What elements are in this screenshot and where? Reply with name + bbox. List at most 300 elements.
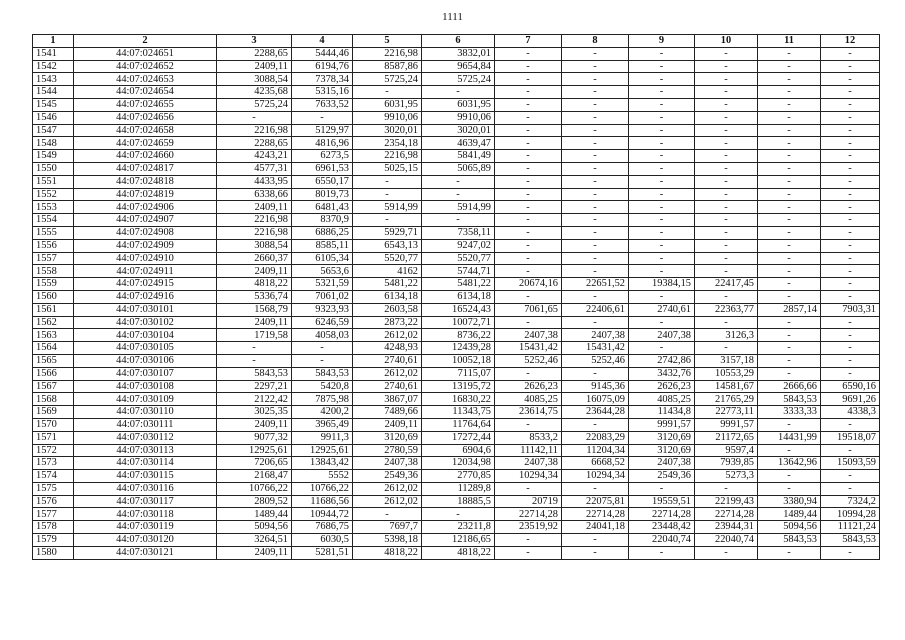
table-cell: 22083,29 xyxy=(562,431,629,444)
table-cell: - xyxy=(821,418,880,431)
table-cell: - xyxy=(695,342,758,355)
table-cell: - xyxy=(562,73,629,86)
table-cell: - xyxy=(495,201,562,214)
column-header: 12 xyxy=(821,35,880,48)
table-cell: 9910,06 xyxy=(422,111,495,124)
table-cell: - xyxy=(562,226,629,239)
table-cell: 21765,29 xyxy=(695,393,758,406)
table-cell: 2770,85 xyxy=(422,470,495,483)
table-cell: - xyxy=(758,175,821,188)
table-cell: 5321,59 xyxy=(292,278,353,291)
table-cell: - xyxy=(495,150,562,163)
table-cell: 1548 xyxy=(33,137,74,150)
table-cell: 44:07:030105 xyxy=(74,342,217,355)
table-cell: - xyxy=(758,354,821,367)
table-cell: 19384,15 xyxy=(629,278,695,291)
table-cell: - xyxy=(495,162,562,175)
table-cell: 5653,6 xyxy=(292,265,353,278)
table-cell: 1574 xyxy=(33,470,74,483)
table-cell: 10944,72 xyxy=(292,508,353,521)
table-cell: 2549,36 xyxy=(353,470,422,483)
table-cell: - xyxy=(562,482,629,495)
table-cell: 10072,71 xyxy=(422,316,495,329)
table-cell: - xyxy=(495,482,562,495)
table-cell: - xyxy=(695,175,758,188)
table-cell: 44:07:024915 xyxy=(74,278,217,291)
table-cell: - xyxy=(821,214,880,227)
table-cell: 44:07:030102 xyxy=(74,316,217,329)
table-cell: 22651,52 xyxy=(562,278,629,291)
table-cell: 5725,24 xyxy=(217,98,292,111)
table-cell: - xyxy=(495,214,562,227)
table-body xyxy=(33,47,880,559)
table-row xyxy=(33,60,880,73)
table-cell: - xyxy=(758,73,821,86)
table-cell: - xyxy=(695,47,758,60)
table-cell: - xyxy=(422,214,495,227)
table-cell: - xyxy=(495,124,562,137)
table-cell: 4085,25 xyxy=(629,393,695,406)
table-cell: 2407,38 xyxy=(629,457,695,470)
table-cell: 2740,61 xyxy=(629,303,695,316)
table-cell: - xyxy=(821,290,880,303)
table-cell: - xyxy=(758,278,821,291)
table-cell: 6886,25 xyxy=(292,226,353,239)
table-cell: - xyxy=(629,342,695,355)
table-cell: - xyxy=(758,226,821,239)
table-cell: 5025,15 xyxy=(353,162,422,175)
table-cell: 23519,92 xyxy=(495,521,562,534)
table-cell: 9991,57 xyxy=(629,418,695,431)
table-cell: 5420,8 xyxy=(292,380,353,393)
table-cell: 2612,02 xyxy=(353,482,422,495)
table-cell: 2740,61 xyxy=(353,354,422,367)
table-cell: 5843,53 xyxy=(217,367,292,380)
table-cell: 44:07:030104 xyxy=(74,329,217,342)
table-row xyxy=(33,290,880,303)
table-row xyxy=(33,521,880,534)
table-cell: 1566 xyxy=(33,367,74,380)
table-cell: - xyxy=(758,290,821,303)
table-cell: 3264,51 xyxy=(217,534,292,547)
table-cell: 5843,53 xyxy=(758,393,821,406)
table-cell: - xyxy=(495,546,562,559)
table-cell: 5725,24 xyxy=(353,73,422,86)
column-header: 9 xyxy=(629,35,695,48)
table-row xyxy=(33,278,880,291)
table-cell: 44:07:030109 xyxy=(74,393,217,406)
table-cell: 9323,93 xyxy=(292,303,353,316)
table-cell: 2809,52 xyxy=(217,495,292,508)
table-cell: - xyxy=(821,342,880,355)
table-cell: 3432,76 xyxy=(629,367,695,380)
table-cell: 22040,74 xyxy=(629,534,695,547)
table-cell: 22040,74 xyxy=(695,534,758,547)
table-cell: 3088,54 xyxy=(217,239,292,252)
table-cell: 4639,47 xyxy=(422,137,495,150)
table-cell: 2216,98 xyxy=(217,124,292,137)
table-cell: 5444,46 xyxy=(292,47,353,60)
table-cell: 20674,16 xyxy=(495,278,562,291)
table-cell: - xyxy=(758,329,821,342)
table-cell: 2297,21 xyxy=(217,380,292,393)
table-cell: - xyxy=(758,470,821,483)
table-cell: 4338,3 xyxy=(821,406,880,419)
table-cell: - xyxy=(629,124,695,137)
table-cell: 1563 xyxy=(33,329,74,342)
table-cell: 4818,22 xyxy=(353,546,422,559)
table-cell: 44:07:024659 xyxy=(74,137,217,150)
table-cell: 3867,07 xyxy=(353,393,422,406)
table-cell: 16524,43 xyxy=(422,303,495,316)
column-header: 10 xyxy=(695,35,758,48)
table-cell: 2857,14 xyxy=(758,303,821,316)
table-cell: 4058,03 xyxy=(292,329,353,342)
table-cell: 9247,02 xyxy=(422,239,495,252)
table-row xyxy=(33,201,880,214)
table-cell: 10294,34 xyxy=(495,470,562,483)
table-cell: 2168,47 xyxy=(217,470,292,483)
table-cell: 1545 xyxy=(33,98,74,111)
table-cell: 3020,01 xyxy=(422,124,495,137)
table-cell: 1567 xyxy=(33,380,74,393)
table-cell: 11142,11 xyxy=(495,444,562,457)
table-cell: - xyxy=(353,188,422,201)
table-cell: - xyxy=(821,175,880,188)
column-header: 1 xyxy=(33,35,74,48)
table-row xyxy=(33,226,880,239)
table-cell: 1559 xyxy=(33,278,74,291)
table-cell: - xyxy=(422,188,495,201)
table-cell: 2288,65 xyxy=(217,47,292,60)
table-cell: - xyxy=(495,316,562,329)
table-cell: - xyxy=(562,239,629,252)
table-cell: - xyxy=(695,252,758,265)
table-cell: - xyxy=(821,150,880,163)
table-cell: 1557 xyxy=(33,252,74,265)
table-cell: 5481,22 xyxy=(353,278,422,291)
table-cell: - xyxy=(695,226,758,239)
table-row xyxy=(33,303,880,316)
table-cell: 2626,23 xyxy=(629,380,695,393)
table-row xyxy=(33,444,880,457)
table-cell: 9145,36 xyxy=(562,380,629,393)
table-row xyxy=(33,316,880,329)
table-cell: 1489,44 xyxy=(758,508,821,521)
table-cell: 5094,56 xyxy=(758,521,821,534)
table-cell: 5914,99 xyxy=(353,201,422,214)
table-row xyxy=(33,367,880,380)
table-cell: - xyxy=(495,175,562,188)
table-cell: 4816,96 xyxy=(292,137,353,150)
column-header: 4 xyxy=(292,35,353,48)
table-cell: 22199,43 xyxy=(695,495,758,508)
table-row xyxy=(33,252,880,265)
table-cell: - xyxy=(695,124,758,137)
table-cell: 3126,3 xyxy=(695,329,758,342)
table-cell: - xyxy=(629,316,695,329)
table-cell: 2216,98 xyxy=(353,150,422,163)
table-cell: 3965,49 xyxy=(292,418,353,431)
table-cell: - xyxy=(562,546,629,559)
table-cell: - xyxy=(821,354,880,367)
table-cell: - xyxy=(821,47,880,60)
table-cell: - xyxy=(821,124,880,137)
table-cell: 4200,2 xyxy=(292,406,353,419)
table-cell: 1549 xyxy=(33,150,74,163)
table-cell: - xyxy=(495,73,562,86)
table-cell: 3025,35 xyxy=(217,406,292,419)
table-row xyxy=(33,431,880,444)
table-cell: 2409,11 xyxy=(217,546,292,559)
table-row xyxy=(33,86,880,99)
table-cell: - xyxy=(695,137,758,150)
table-cell: 44:07:030115 xyxy=(74,470,217,483)
table-cell: 2549,36 xyxy=(629,470,695,483)
table-cell: 1561 xyxy=(33,303,74,316)
table-cell: - xyxy=(495,418,562,431)
table-cell: - xyxy=(629,60,695,73)
table-cell: 9910,06 xyxy=(353,111,422,124)
table-cell: 4243,21 xyxy=(217,150,292,163)
table-cell: 15093,59 xyxy=(821,457,880,470)
table-cell: 16075,09 xyxy=(562,393,629,406)
table-cell: 5841,49 xyxy=(422,150,495,163)
table-cell: 14581,67 xyxy=(695,380,758,393)
table-cell: - xyxy=(562,60,629,73)
table-cell: 1573 xyxy=(33,457,74,470)
table-cell: 1577 xyxy=(33,508,74,521)
table-cell: 7697,7 xyxy=(353,521,422,534)
table-cell: 2407,38 xyxy=(629,329,695,342)
column-header: 6 xyxy=(422,35,495,48)
table-cell: 2626,23 xyxy=(495,380,562,393)
table-cell: 2409,11 xyxy=(217,316,292,329)
table-cell: 6246,59 xyxy=(292,316,353,329)
table-cell: 1556 xyxy=(33,239,74,252)
table-cell: - xyxy=(292,342,353,355)
table-cell: - xyxy=(495,239,562,252)
table-cell: 3120,69 xyxy=(629,431,695,444)
table-row xyxy=(33,150,880,163)
table-cell: - xyxy=(562,214,629,227)
table-cell: 44:07:030101 xyxy=(74,303,217,316)
table-cell: 5273,3 xyxy=(695,470,758,483)
table-cell: 6031,95 xyxy=(422,98,495,111)
table-cell: 4818,22 xyxy=(217,278,292,291)
table-cell: - xyxy=(562,47,629,60)
table-cell: 6481,43 xyxy=(292,201,353,214)
table-cell: 4235,68 xyxy=(217,86,292,99)
table-cell: - xyxy=(495,226,562,239)
table-cell: 2780,59 xyxy=(353,444,422,457)
table-cell: 1565 xyxy=(33,354,74,367)
table-cell: 6904,6 xyxy=(422,444,495,457)
table-cell: 23211,8 xyxy=(422,521,495,534)
table-cell: - xyxy=(695,60,758,73)
table-cell: 11686,56 xyxy=(292,495,353,508)
table-cell: 22363,77 xyxy=(695,303,758,316)
table-cell: - xyxy=(562,111,629,124)
table-cell: - xyxy=(562,124,629,137)
table-cell: 7489,66 xyxy=(353,406,422,419)
table-cell: 5929,71 xyxy=(353,226,422,239)
table-row xyxy=(33,214,880,227)
table-cell: 9691,26 xyxy=(821,393,880,406)
table-cell: 2122,42 xyxy=(217,393,292,406)
table-cell: 2660,37 xyxy=(217,252,292,265)
table-cell: - xyxy=(758,316,821,329)
table-cell: 12925,61 xyxy=(292,444,353,457)
table-cell: 44:07:024818 xyxy=(74,175,217,188)
table-row xyxy=(33,457,880,470)
table-cell: 22773,11 xyxy=(695,406,758,419)
table-cell: 44:07:024907 xyxy=(74,214,217,227)
table-cell: 44:07:030110 xyxy=(74,406,217,419)
table-row xyxy=(33,124,880,137)
table-cell: 44:07:024651 xyxy=(74,47,217,60)
table-cell: 11343,75 xyxy=(422,406,495,419)
table-cell: 4577,31 xyxy=(217,162,292,175)
table-cell: 2873,22 xyxy=(353,316,422,329)
table-cell: 2409,11 xyxy=(217,201,292,214)
table-cell: - xyxy=(629,188,695,201)
table-row xyxy=(33,73,880,86)
table-cell: 44:07:030118 xyxy=(74,508,217,521)
table-cell: - xyxy=(821,482,880,495)
table-cell: - xyxy=(495,60,562,73)
table-row xyxy=(33,534,880,547)
table-cell: 6338,66 xyxy=(217,188,292,201)
table-cell: 13642,96 xyxy=(758,457,821,470)
table-cell: - xyxy=(562,162,629,175)
table-cell: 11121,24 xyxy=(821,521,880,534)
table-cell: 5129,97 xyxy=(292,124,353,137)
table-cell: 44:07:024910 xyxy=(74,252,217,265)
table-cell: 6543,13 xyxy=(353,239,422,252)
table-cell: - xyxy=(758,444,821,457)
table-cell: 44:07:030112 xyxy=(74,431,217,444)
table-cell: 7324,2 xyxy=(821,495,880,508)
table-cell: 11764,64 xyxy=(422,418,495,431)
table-cell: - xyxy=(758,47,821,60)
table-cell: 5744,71 xyxy=(422,265,495,278)
table-cell: - xyxy=(422,508,495,521)
table-cell: 3333,33 xyxy=(758,406,821,419)
table-cell: 44:07:030121 xyxy=(74,546,217,559)
table-cell: - xyxy=(758,124,821,137)
table-cell: - xyxy=(758,546,821,559)
table-cell: 13195,72 xyxy=(422,380,495,393)
table-cell: - xyxy=(821,546,880,559)
table-row xyxy=(33,137,880,150)
table-cell: 1572 xyxy=(33,444,74,457)
table-cell: 2288,65 xyxy=(217,137,292,150)
table-cell: - xyxy=(353,508,422,521)
table-cell: 10766,22 xyxy=(292,482,353,495)
table-cell: - xyxy=(821,188,880,201)
table-cell: 1550 xyxy=(33,162,74,175)
table-cell: 44:07:030108 xyxy=(74,380,217,393)
table-cell: 9077,32 xyxy=(217,431,292,444)
table-cell: 7378,34 xyxy=(292,73,353,86)
table-cell: 1552 xyxy=(33,188,74,201)
table-cell: 7903,31 xyxy=(821,303,880,316)
table-cell: - xyxy=(821,239,880,252)
table-cell: 1551 xyxy=(33,175,74,188)
table-cell: 6134,18 xyxy=(422,290,495,303)
table-cell: - xyxy=(562,201,629,214)
table-cell: 6550,17 xyxy=(292,175,353,188)
table-cell: 1578 xyxy=(33,521,74,534)
table-cell: 10994,28 xyxy=(821,508,880,521)
table-cell: 2216,98 xyxy=(353,47,422,60)
table-cell: - xyxy=(629,239,695,252)
table-cell: 7061,65 xyxy=(495,303,562,316)
table-cell: - xyxy=(629,201,695,214)
table-cell: 2407,38 xyxy=(353,457,422,470)
table-cell: 44:07:030114 xyxy=(74,457,217,470)
table-cell: - xyxy=(562,137,629,150)
table-cell: 6031,95 xyxy=(353,98,422,111)
table-cell: 1544 xyxy=(33,86,74,99)
table-cell: - xyxy=(495,47,562,60)
table-cell: 13843,42 xyxy=(292,457,353,470)
table-cell: 1576 xyxy=(33,495,74,508)
table-cell: 3120,69 xyxy=(629,444,695,457)
table-cell: 6961,53 xyxy=(292,162,353,175)
table-cell: 10294,34 xyxy=(562,470,629,483)
table-cell: 5725,24 xyxy=(422,73,495,86)
table-cell: - xyxy=(629,482,695,495)
table-row xyxy=(33,111,880,124)
table-cell: 3380,94 xyxy=(758,495,821,508)
table-cell: 44:07:030111 xyxy=(74,418,217,431)
table-cell: 11434,8 xyxy=(629,406,695,419)
table-cell: 1543 xyxy=(33,73,74,86)
table-cell: - xyxy=(495,290,562,303)
table-cell: 23614,75 xyxy=(495,406,562,419)
table-cell: - xyxy=(562,98,629,111)
table-cell: 5843,53 xyxy=(292,367,353,380)
table-cell: - xyxy=(629,162,695,175)
table-row xyxy=(33,329,880,342)
table-cell: 3088,54 xyxy=(217,73,292,86)
table-cell: - xyxy=(758,252,821,265)
table-row xyxy=(33,265,880,278)
table-cell: 44:07:030106 xyxy=(74,354,217,367)
table-cell: 44:07:024908 xyxy=(74,226,217,239)
table-cell: - xyxy=(821,86,880,99)
table-cell: 1562 xyxy=(33,316,74,329)
table-cell: - xyxy=(695,188,758,201)
table-cell: 7939,85 xyxy=(695,457,758,470)
table-cell: 19559,51 xyxy=(629,495,695,508)
table-cell: 44:07:030119 xyxy=(74,521,217,534)
table-cell: - xyxy=(821,111,880,124)
table-cell: - xyxy=(495,265,562,278)
table-cell: - xyxy=(821,278,880,291)
table-cell: 44:07:024916 xyxy=(74,290,217,303)
table-cell: 22714,28 xyxy=(629,508,695,521)
table-cell: - xyxy=(821,226,880,239)
table-cell: 2409,11 xyxy=(217,418,292,431)
table-cell: - xyxy=(562,188,629,201)
table-cell: 44:07:024906 xyxy=(74,201,217,214)
table-cell: - xyxy=(821,60,880,73)
table-cell: - xyxy=(629,226,695,239)
table-row xyxy=(33,546,880,559)
